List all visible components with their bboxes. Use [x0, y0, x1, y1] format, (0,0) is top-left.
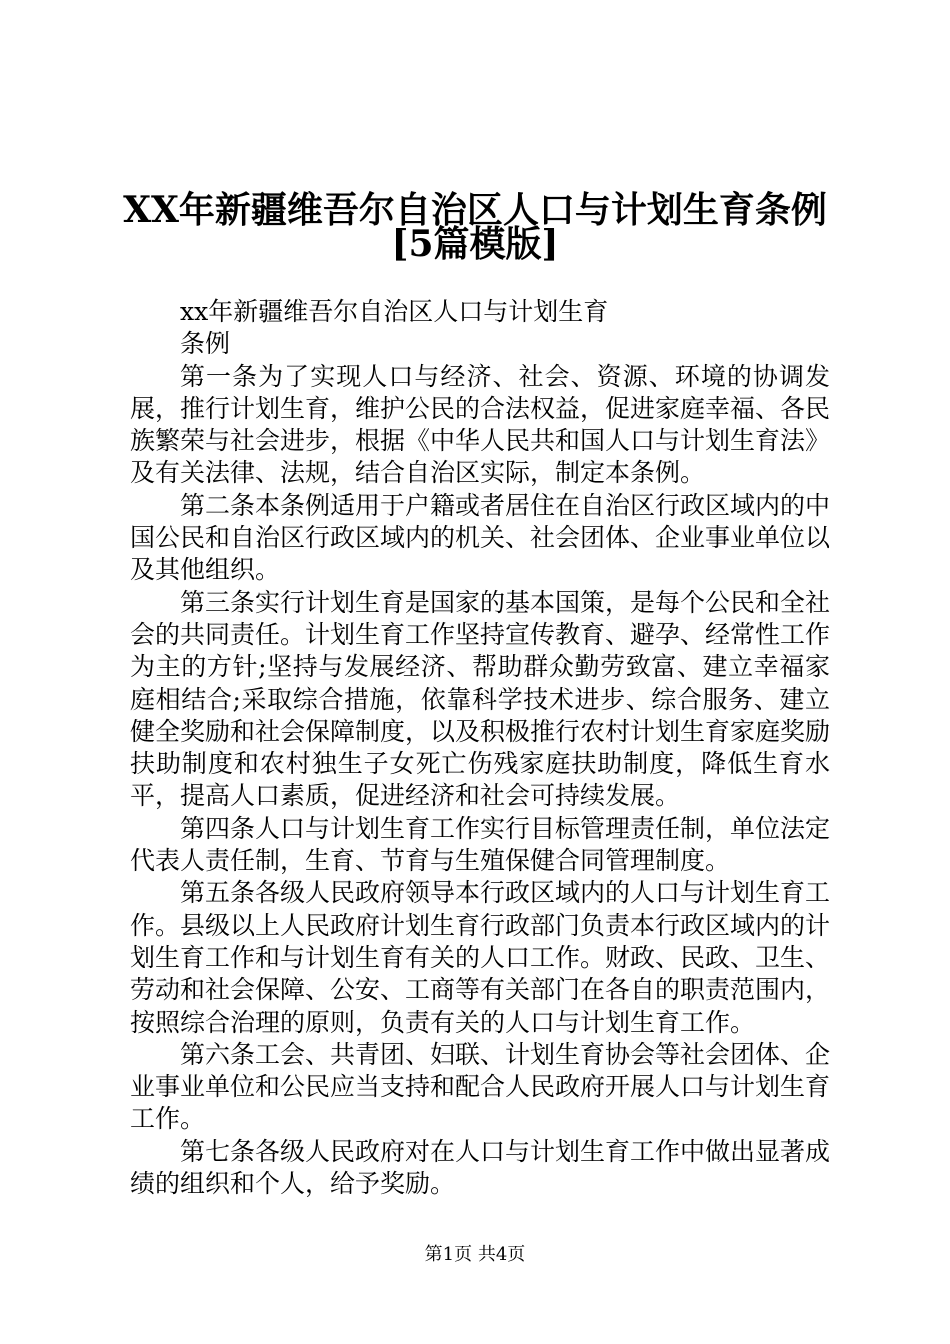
subtitle-line-2: 条例 — [180, 329, 231, 359]
article-6: 第六条工会、共青团、妇联、计划生育协会等社会团体、企业事业单位和公民应当支持和配合人民政府开展人口与计划生育工作。 — [130, 1039, 831, 1134]
document-body — [130, 296, 830, 1200]
document-title-line-2: [5篇模版] — [391, 223, 559, 265]
article-2: 第二条本条例适用于户籍或者居住在自治区行政区域内的中国公民和自治区行政区域内的机关、社会团体、企业事业单位以及其他组织。 — [130, 490, 831, 585]
document-title-line-1: XX年新疆维吾尔自治区人口与计划生育条例 — [123, 189, 827, 231]
subtitle-line-1: xx年新疆维吾尔自治区人口与计划生育 — [180, 297, 609, 326]
article-3: 第三条实行计划生育是国家的基本国策，是每个公民和全社会的共同责任。计划生育工作坚持宣传教育、避孕、经常性工作为主的方针;坚持与发展经济、帮助群众勤劳致富、建立幸福家庭相结合;采取综合措施，依靠科学技术进步、综合服务、建立健全奖励和社会保障制度，以及积极推行农村计划生育家庭奖励扶助制度和农村独生子女死亡伤残家庭扶助制度，降低生育水平，提高人口素质，促进经济和社会可持续发展。 — [130, 587, 831, 811]
article-1: 第一条为了实现人口与经济、社会、资源、环境的协调发展，推行计划生育，维护公民的合法权益，促进家庭幸福、各民族繁荣与社会进步，根据《中华人民共和国人口与计划生育法》及有关法律、法规，结合自治区实际，制定本条例。 — [130, 361, 831, 488]
page-number-footer: 第1页 共4页 — [424, 1244, 526, 1265]
article-4: 第四条人口与计划生育工作实行目标管理责任制，单位法定代表人责任制，生育、节育与生殖保健合同管理制度。 — [130, 813, 831, 876]
article-7: 第七条各级人民政府对在人口与计划生育工作中做出显著成绩的组织和个人，给予奖励。 — [130, 1136, 831, 1199]
article-5: 第五条各级人民政府领导本行政区域内的人口与计划生育工作。县级以上人民政府计划生育行政部门负责本行政区域内的计划生育工作和与计划生育有关的人口工作。财政、民政、卫生、劳动和社会保障、公安、工商等有关部门在各自的职责范围内，按照综合治理的原则，负责有关的人口与计划生育工作。 — [130, 878, 831, 1037]
